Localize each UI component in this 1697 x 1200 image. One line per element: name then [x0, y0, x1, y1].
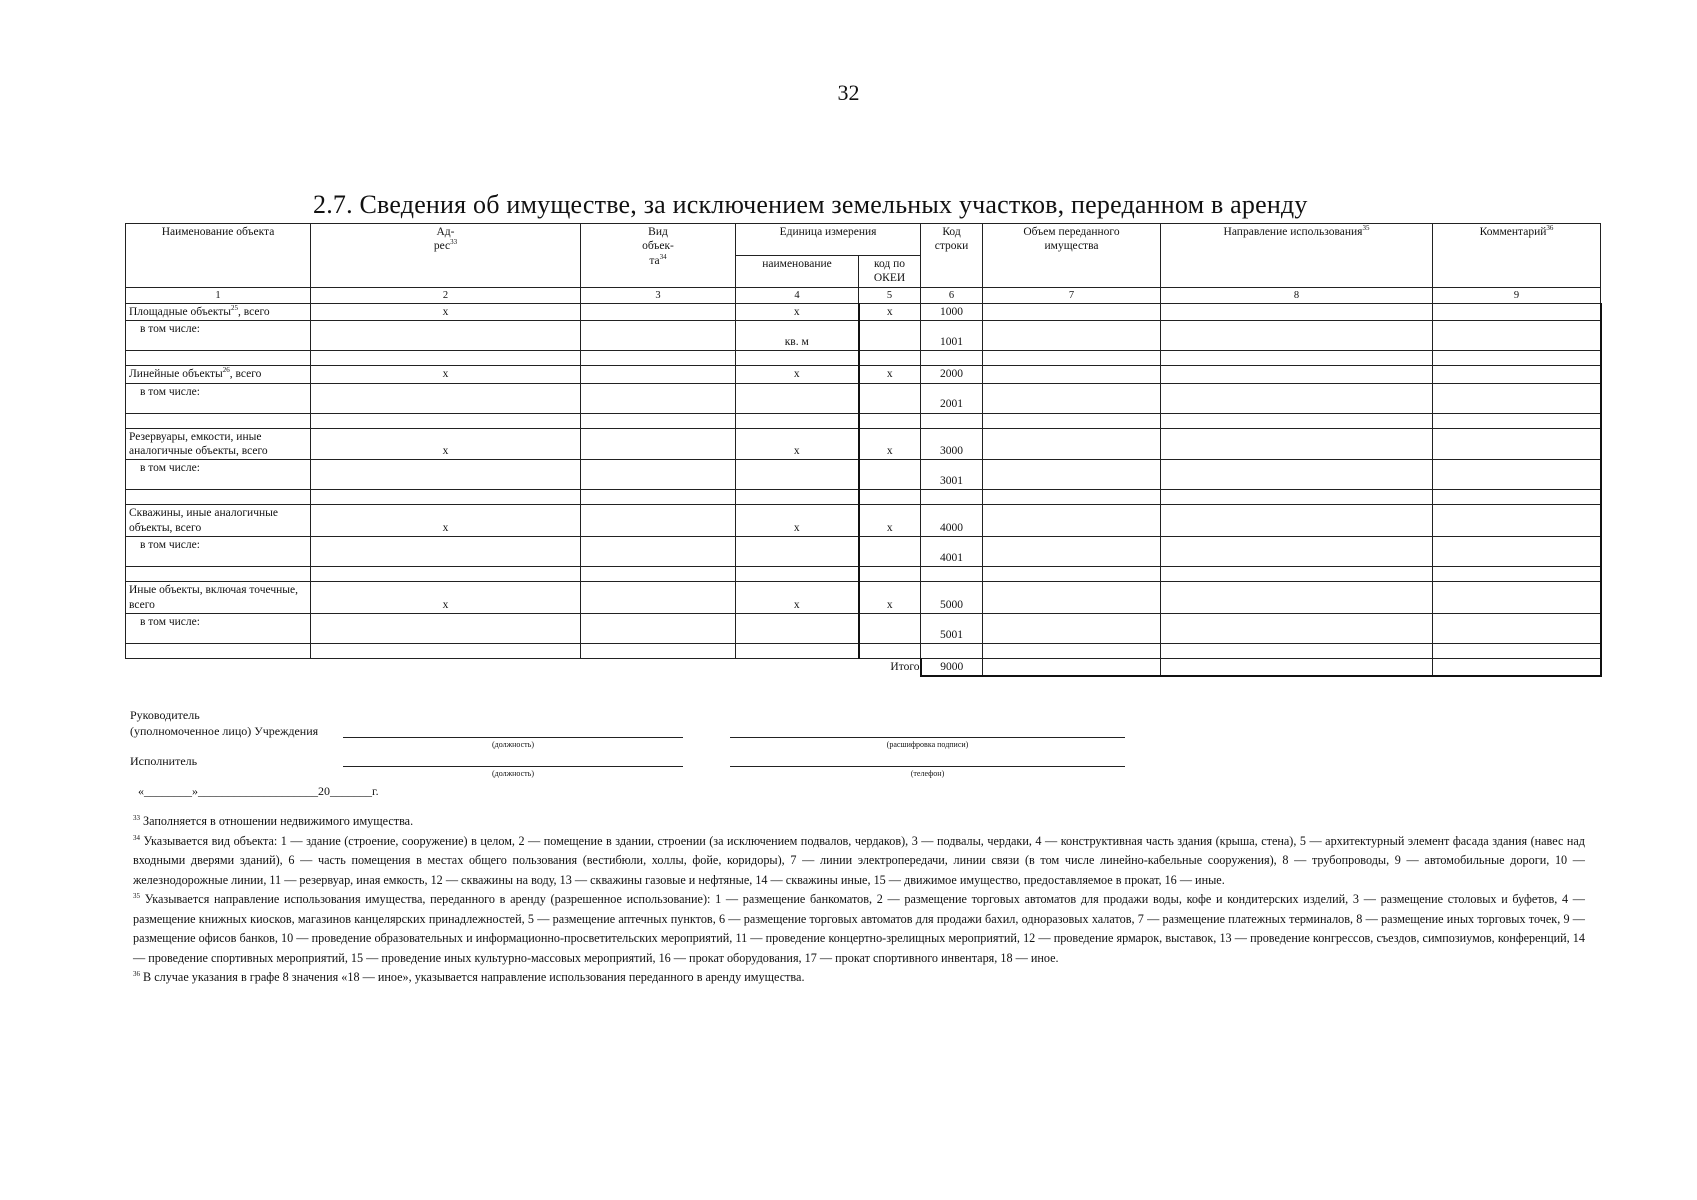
- row-name: [126, 582, 311, 614]
- row-sub-label: в том числе:: [126, 537, 311, 567]
- empty-cell: [311, 413, 581, 428]
- executor-position-line: [343, 754, 683, 767]
- row-code-cell: 3000: [921, 428, 983, 460]
- column-number: 1: [126, 287, 311, 303]
- unit-code-cell: [859, 383, 921, 413]
- volume-cell: [983, 428, 1161, 460]
- executor-phone-line: [730, 754, 1125, 767]
- empty-cell: [921, 351, 983, 366]
- header-name: Наименование объекта: [126, 224, 311, 288]
- header-unit-code: код по ОКЕИ: [859, 256, 921, 288]
- row-name-text: Иные объекты, включая точечные, всего: [129, 584, 299, 611]
- empty-cell: [581, 351, 736, 366]
- direction-cell: [1161, 537, 1433, 567]
- unit-code-cell: x: [859, 582, 921, 614]
- empty-cell: [736, 643, 859, 658]
- row-code-cell: 1000: [921, 303, 983, 320]
- empty-cell: [983, 567, 1161, 582]
- table-row: [126, 303, 1601, 320]
- empty-cell: [1161, 413, 1433, 428]
- empty-cell: [126, 351, 311, 366]
- empty-cell: [126, 567, 311, 582]
- row-sub-label: в том числе:: [126, 321, 311, 351]
- comment-cell: [1433, 537, 1601, 567]
- header-direction: Направление использования$^{35}$: [1161, 224, 1433, 288]
- header-volume: Объем переданного имущества: [983, 224, 1161, 288]
- empty-cell: [859, 567, 921, 582]
- type-cell: [581, 428, 736, 460]
- unit-name-cell: [736, 383, 859, 413]
- executor-position-caption: (должность): [492, 769, 534, 778]
- address-cell: x: [311, 505, 581, 537]
- table-row: [126, 537, 1601, 567]
- empty-cell: [736, 567, 859, 582]
- empty-cell: [1161, 643, 1433, 658]
- column-numbers-row: [126, 287, 1601, 303]
- empty-cell: [983, 351, 1161, 366]
- unit-code-cell: x: [859, 366, 921, 383]
- header-row-code: Код строки: [921, 224, 983, 288]
- type-cell: [581, 537, 736, 567]
- row-code-cell: 2001: [921, 383, 983, 413]
- empty-cell: [736, 490, 859, 505]
- table-row: [126, 413, 1601, 428]
- empty-cell: [859, 413, 921, 428]
- unit-code-cell: [859, 613, 921, 643]
- volume-cell: [983, 613, 1161, 643]
- header-type-text: Вид объек- та: [642, 226, 674, 267]
- empty-cell: [921, 643, 983, 658]
- table-row: [126, 567, 1601, 582]
- volume-cell: [983, 366, 1161, 383]
- page-number: 32: [837, 80, 860, 105]
- total-label: Итого: [890, 661, 920, 674]
- volume-cell: [983, 321, 1161, 351]
- address-cell: x: [311, 582, 581, 614]
- address-cell: [311, 613, 581, 643]
- total-row: [126, 658, 1601, 676]
- direction-cell: [1161, 366, 1433, 383]
- comment-cell: [1433, 460, 1601, 490]
- comment-cell: [1433, 505, 1601, 537]
- volume-cell: [983, 537, 1161, 567]
- empty-cell: [983, 643, 1161, 658]
- row-code-cell: 3001: [921, 460, 983, 490]
- empty-cell: [859, 490, 921, 505]
- empty-cell: [736, 413, 859, 428]
- volume-cell: [983, 383, 1161, 413]
- unit-name-cell: кв. м: [736, 321, 859, 351]
- comment-cell: [1433, 321, 1601, 351]
- empty-cell: [859, 351, 921, 366]
- direction-cell: [1161, 383, 1433, 413]
- volume-cell: [983, 460, 1161, 490]
- unit-code-cell: x: [859, 428, 921, 460]
- type-cell: [581, 303, 736, 320]
- row-sub-label: в том числе:: [126, 613, 311, 643]
- unit-name-cell: [736, 537, 859, 567]
- header-unit-name: наименование: [736, 256, 859, 288]
- column-number: 6: [921, 287, 983, 303]
- row-code-cell: 4001: [921, 537, 983, 567]
- comment-cell: [1433, 428, 1601, 460]
- direction-cell: [1161, 428, 1433, 460]
- column-number: 9: [1433, 287, 1601, 303]
- empty-cell: [581, 413, 736, 428]
- header-address-text: Ад- рес: [433, 226, 455, 253]
- empty-cell: [311, 658, 581, 676]
- empty-cell: [581, 490, 736, 505]
- column-number: 8: [1161, 287, 1433, 303]
- type-cell: [581, 366, 736, 383]
- empty-cell: [1433, 567, 1601, 582]
- address-cell: x: [311, 366, 581, 383]
- head-position-line: [343, 722, 683, 738]
- type-cell: [581, 460, 736, 490]
- empty-cell: [126, 413, 311, 428]
- column-number: 4: [736, 287, 859, 303]
- total-direction: [1161, 658, 1433, 676]
- row-code-cell: 1001: [921, 321, 983, 351]
- row-sub-label: в том числе:: [126, 383, 311, 413]
- document-title: 2.7. Сведения об имуществе, за исключением земельных участков, переданном в аренду: [313, 190, 1308, 219]
- empty-cell: [126, 658, 311, 676]
- empty-cell: [983, 490, 1161, 505]
- empty-cell: [126, 490, 311, 505]
- property-lease-table: [125, 223, 1602, 677]
- unit-code-cell: x: [859, 303, 921, 320]
- volume-cell: [983, 582, 1161, 614]
- unit-name-cell: x: [736, 505, 859, 537]
- empty-cell: [1433, 643, 1601, 658]
- total-code: 9000: [921, 658, 983, 676]
- empty-cell: [126, 643, 311, 658]
- row-code-cell: 4000: [921, 505, 983, 537]
- row-name-text: Скважины, иные аналогичные объекты, всего: [129, 507, 278, 534]
- table-row: [126, 428, 1601, 460]
- table-row: [126, 643, 1601, 658]
- unit-name-cell: x: [736, 366, 859, 383]
- head-label-2: (уполномоченное лицо) Учреждения: [130, 724, 319, 738]
- empty-cell: [1433, 490, 1601, 505]
- address-cell: x: [311, 428, 581, 460]
- empty-cell: [311, 490, 581, 505]
- empty-cell: [921, 413, 983, 428]
- row-name: Линейные объекты$^{26}$, всего: [126, 366, 311, 383]
- empty-cell: [859, 643, 921, 658]
- footnote: $^{36}$ В случае указания в графе 8 значения «18 — иное», указывается направление использования переданного в аренду имущества.: [133, 969, 805, 984]
- row-name-text: Резервуары, емкости, иные аналогичные объекты, всего: [129, 430, 268, 457]
- empty-cell: [311, 643, 581, 658]
- head-label: Руководитель: [130, 708, 200, 722]
- header-type: Вид объек- $та^{34}$: [581, 224, 736, 288]
- footnote: $^{33}$ Заполняется в отношении недвижимого имущества.: [133, 813, 414, 828]
- empty-cell: [581, 567, 736, 582]
- head-decode-line: [730, 722, 1125, 738]
- unit-name-cell: [736, 460, 859, 490]
- empty-cell: [1433, 351, 1601, 366]
- unit-name-cell: x: [736, 428, 859, 460]
- empty-cell: [921, 567, 983, 582]
- direction-cell: [1161, 303, 1433, 320]
- volume-cell: [983, 303, 1161, 320]
- unit-name-cell: [736, 613, 859, 643]
- type-cell: [581, 613, 736, 643]
- empty-cell: [736, 351, 859, 366]
- executor-phone-caption: (телефон): [910, 769, 945, 778]
- type-cell: [581, 582, 736, 614]
- address-cell: x: [311, 303, 581, 320]
- footnote: $^{34}$ Указывается вид объекта: 1 — здание (строение, сооружение) в целом, 2 — помещение в здании, строении (за исключением подвалов, чердаков), 3 — подвалы, чердаки, 4 — конструктивная часть здания (крыша, стена), 5 — архитектурный элемент фасада здания (навес над входными дверями зданий), 6 — часть помещения в местах общего пользования (вестибюли, холлы, фойе, коридоры), 7 — линии электропередачи, линии связи (в том числе линейно-кабельные сооружения), 8 — трубопроводы, 9 — автомобильные дороги, 10 — железнодорожные линии, 11 — резервуар, иная емкость, 12 — скважины на воду, 13 — скважины газовые и нефтяные, 14 — скважины иные, 15 — движимое имущество, предоставляемое в прокат, 16 — иные.: [133, 833, 1585, 887]
- total-volume: [983, 658, 1161, 676]
- empty-cell: [1161, 567, 1433, 582]
- empty-cell: [736, 658, 859, 676]
- footnote: $^{35}$ Указывается направление использования имущества, переданного в аренду (разрешенное использование): 1 — размещение банкоматов, 2 — размещение торговых автоматов для продажи воды, кофе и кондитерских изделий, 3 — размещение столовых и буфетов, 4 — размещение книжных киосков, магазинов канцелярских принадлежностей, 5 — размещение аптечных пунктов, 6 — размещение торговых автоматов для продажи бахил, одноразовых халатов, 7 — размещение платежных терминалов, 8 — размещение иных торговых точек, 9 — размещение офисов банков, 10 — проведение образовательных и информационно-просветительских мероприятий, 11 — проведение концертно-зрелищных мероприятий, 12 — проведение ярмарок, выставок, 13 — проведение конгрессов, съездов, симпозиумов, конференций, 14 — проведение спортивных мероприятий, 15 — проведение иных культурно-массовых мероприятий, 16 — прокат оборудования, 17 — прокат спортивного инвентаря, 18 — иное.: [133, 891, 1585, 965]
- empty-cell: [983, 413, 1161, 428]
- address-cell: [311, 383, 581, 413]
- volume-cell: [983, 505, 1161, 537]
- comment-cell: [1433, 383, 1601, 413]
- comment-cell: [1433, 582, 1601, 614]
- unit-code-cell: x: [859, 505, 921, 537]
- comment-cell: [1433, 303, 1601, 320]
- comment-cell: [1433, 366, 1601, 383]
- unit-code-cell: [859, 460, 921, 490]
- row-name: [126, 505, 311, 537]
- direction-cell: [1161, 582, 1433, 614]
- table-row: [126, 383, 1601, 413]
- empty-cell: [1161, 351, 1433, 366]
- table-row: [126, 351, 1601, 366]
- footnotes: [133, 812, 1585, 988]
- table-row: [126, 321, 1601, 351]
- unit-name-cell: x: [736, 303, 859, 320]
- empty-cell: [311, 567, 581, 582]
- direction-cell: [1161, 321, 1433, 351]
- address-cell: [311, 460, 581, 490]
- unit-code-cell: [859, 537, 921, 567]
- empty-cell: [581, 658, 736, 676]
- row-name-text: Площадные объекты: [129, 305, 232, 318]
- empty-cell: [1433, 413, 1601, 428]
- row-code-cell: 5000: [921, 582, 983, 614]
- empty-cell: [1161, 490, 1433, 505]
- table-row: [126, 460, 1601, 490]
- column-number: 2: [311, 287, 581, 303]
- date-line: «________»____________________20_______г.: [138, 784, 379, 798]
- empty-cell: [311, 351, 581, 366]
- head-decode-caption: (расшифровка подписи): [886, 740, 969, 749]
- direction-cell: [1161, 505, 1433, 537]
- direction-cell: [1161, 460, 1433, 490]
- row-sub-label: в том числе:: [126, 460, 311, 490]
- direction-cell: [1161, 613, 1433, 643]
- header-unit: Единица измерения: [736, 224, 921, 256]
- empty-cell: [921, 490, 983, 505]
- address-cell: [311, 321, 581, 351]
- type-cell: [581, 383, 736, 413]
- executor-label: Исполнитель: [130, 754, 198, 768]
- row-code-cell: 5001: [921, 613, 983, 643]
- column-number: 7: [983, 287, 1161, 303]
- row-name-text: Линейные объекты: [129, 368, 223, 381]
- column-number: 5: [859, 287, 921, 303]
- row-name: Площадные объекты$^{25}$, всего: [126, 303, 311, 320]
- row-name: [126, 428, 311, 460]
- type-cell: [581, 321, 736, 351]
- unit-code-cell: [859, 321, 921, 351]
- table-row: [126, 490, 1601, 505]
- comment-cell: [1433, 613, 1601, 643]
- type-cell: [581, 505, 736, 537]
- column-number: 3: [581, 287, 736, 303]
- empty-cell: [581, 643, 736, 658]
- row-code-cell: 2000: [921, 366, 983, 383]
- unit-name-cell: x: [736, 582, 859, 614]
- head-position-caption: (должность): [492, 740, 534, 749]
- address-cell: [311, 537, 581, 567]
- table-row: [126, 613, 1601, 643]
- total-comment: [1433, 658, 1601, 676]
- table-row: [126, 582, 1601, 614]
- header-address: Ад- рес$^{33}$: [311, 224, 581, 288]
- table-row: [126, 366, 1601, 383]
- header-comment: Комментарий$^{36}$: [1433, 224, 1601, 288]
- table-row: [126, 505, 1601, 537]
